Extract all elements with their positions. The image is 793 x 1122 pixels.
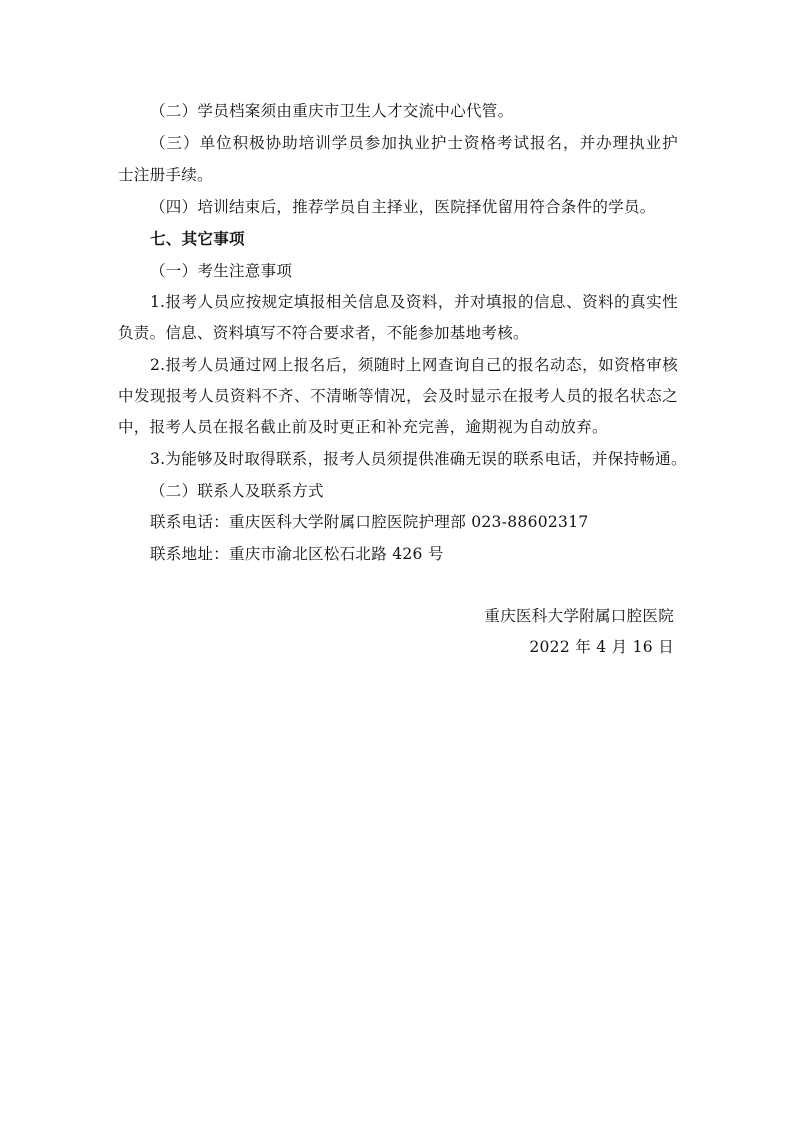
section6-item-3-line1: （三）单位积极协助培训学员参加执业护士资格考试报名，并办理执业护 [150,134,678,152]
item3-line: 3.为能够及时取得联系，报考人员须提供准确无误的联系电话，并保持畅通。 [150,450,687,468]
contact-phone: 联系电话：重庆医科大学附属口腔医院护理部 023-88602317 [150,513,589,531]
signature-date: 2022 年 4 月 16 日 [529,638,674,656]
section6-item-4: （四）培训结束后，推荐学员自主择业，医院择优留用符合条件的学员。 [150,198,656,216]
section6-item-3-line2: 士注册手续。 [118,166,213,184]
subsection2-title: （二）联系人及联系方式 [150,482,324,500]
signature-organization: 重庆医科大学附属口腔医院 [484,607,674,625]
section6-item-2: （二）学员档案须由重庆市卫生人才交流中心代管。 [150,102,514,120]
contact-address: 联系地址：重庆市渝北区松石北路 426 号 [150,545,444,563]
item1-line2: 负责。信息、资料填写不符合要求者，不能参加基地考核。 [118,324,529,342]
section7-heading: 七、其它事项 [150,230,245,248]
item1-line1: 1.报考人员应按规定填报相关信息及资料，并对填报的信息、资料的真实性 [150,293,678,311]
subsection1-title: （一）考生注意事项 [150,262,293,280]
item2-line1: 2.报考人员通过网上报名后，须随时上网查询自己的报名动态，如资格审核 [150,356,678,374]
item2-line2: 中发现报考人员资料不齐、不清晰等情况，会及时显示在报考人员的报名状态之 [118,387,678,405]
item2-line3: 中，报考人员在报名截止前及时更正和补充完善，逾期视为自动放弃。 [118,418,608,436]
